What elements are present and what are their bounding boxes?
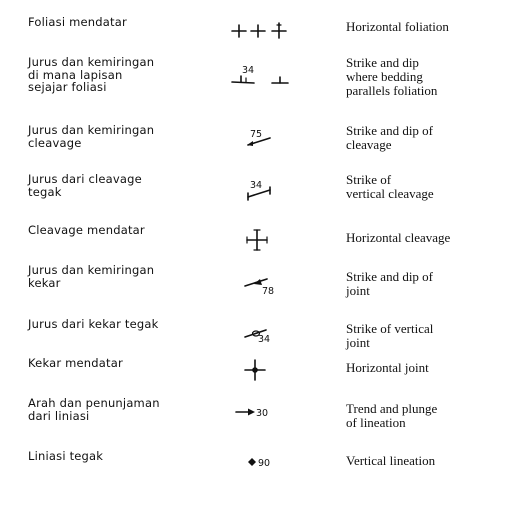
horizontal-foliation-symbol [226, 16, 296, 46]
english-label: Strike of vertical joint [346, 321, 434, 350]
vertical-joint-symbol [240, 318, 280, 348]
dip-value-label: 78 [262, 286, 275, 297]
trend-plunge-lineation-symbol [232, 397, 282, 427]
indonesian-label: Cleavage mendatar [28, 223, 145, 237]
dip-value-label: 75 [250, 129, 263, 140]
horizontal-cleavage-symbol [242, 224, 272, 254]
indonesian-label: Jurus dari cleavage tegak [28, 172, 142, 199]
english-label: Strike and dip of cleavage [346, 123, 434, 152]
strike-value-label: 34 [258, 334, 271, 345]
english-label: Horizontal joint [346, 360, 429, 375]
indonesian-label: Foliasi mendatar [28, 15, 127, 29]
indonesian-label: Jurus dari kekar tegak [28, 317, 159, 331]
bedding-parallels-foliation-symbol [226, 56, 296, 96]
english-label: Trend and plunge of lineation [346, 401, 438, 430]
plunge-value-label: 30 [256, 408, 269, 419]
english-label: Strike and dip of joint [346, 269, 434, 298]
horizontal-joint-symbol [242, 357, 268, 383]
plunge-value-label: 90 [258, 458, 271, 469]
arrow-head-icon [248, 409, 255, 416]
vertical-lineation-symbol [244, 450, 284, 474]
indonesian-label: Jurus dan kemiringan di mana lapisan sejajar foliasi [28, 55, 155, 94]
english-label: Horizontal foliation [346, 19, 449, 34]
strike-value-label: 34 [250, 180, 263, 191]
dip-value-label: 34 [242, 65, 255, 76]
indonesian-label: Jurus dan kemiringan cleavage [28, 123, 155, 150]
vertical-cleavage-symbol [240, 173, 280, 205]
english-label: Strike of vertical cleavage [346, 172, 434, 201]
indonesian-label: Jurus dan kemiringan kekar [28, 263, 155, 290]
indonesian-label: Arah dan penunjaman dari liniasi [28, 396, 160, 423]
indonesian-label: Kekar mendatar [28, 356, 123, 370]
english-label: Vertical lineation [346, 453, 436, 468]
english-label: Strike and dip where bedding parallels foliation [346, 55, 438, 98]
strike-dip-joint-symbol [240, 264, 280, 298]
english-label: Horizontal cleavage [346, 230, 451, 245]
diamond-icon [248, 458, 256, 466]
strike-dip-cleavage-symbol [240, 124, 280, 154]
indonesian-label: Liniasi tegak [28, 449, 104, 463]
